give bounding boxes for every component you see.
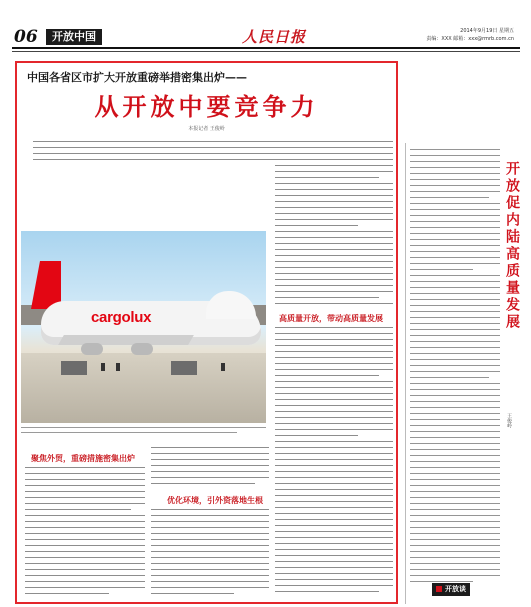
editor-info: 责编：XXX 邮箱：xxx@rmrb.com.cn (426, 36, 514, 42)
article-kicker: 中国各省区市扩大开放重磅举措密集出炉—— (27, 71, 247, 84)
date-text: 2014年9月19日 星期五 (460, 28, 514, 34)
sidebar-body-text (410, 149, 500, 589)
article-byline: 本报记者 王俊岭 (188, 126, 225, 132)
subhead-2: 优化环境，引外资落地生根 (167, 496, 263, 505)
plane-livery-text: cargolux (91, 309, 152, 326)
body-column-right-lower (275, 327, 393, 599)
header-rule-thin (12, 51, 520, 52)
body-column-left (25, 467, 145, 599)
body-column-middle-lower (151, 509, 269, 599)
body-column-middle-upper (151, 447, 269, 491)
subhead-3: 高质量开放，带动高质量发展 (279, 314, 383, 323)
section-tag[interactable]: 开放中国 (46, 29, 102, 45)
page-number: 06 (14, 27, 38, 47)
sidebar-author: 王俊岭 (506, 413, 512, 428)
main-article[interactable] (15, 61, 398, 604)
photo-caption (21, 427, 266, 437)
subhead-1: 聚焦外贸，重磅措施密集出炉 (31, 454, 135, 463)
sidebar-commentary[interactable] (405, 143, 521, 604)
body-column-right-upper (275, 141, 393, 309)
date-info (426, 27, 514, 43)
column-badge: 开放谈 (432, 583, 470, 596)
header-rule (12, 47, 520, 49)
article-headline: 从开放中要竞争力 (94, 92, 319, 121)
newspaper-logo: 人民日报 (242, 28, 307, 46)
sidebar-title: 开放促内陆高质量发展 (504, 161, 520, 331)
cargo-plane-photo (21, 231, 266, 423)
page-header (12, 26, 520, 48)
